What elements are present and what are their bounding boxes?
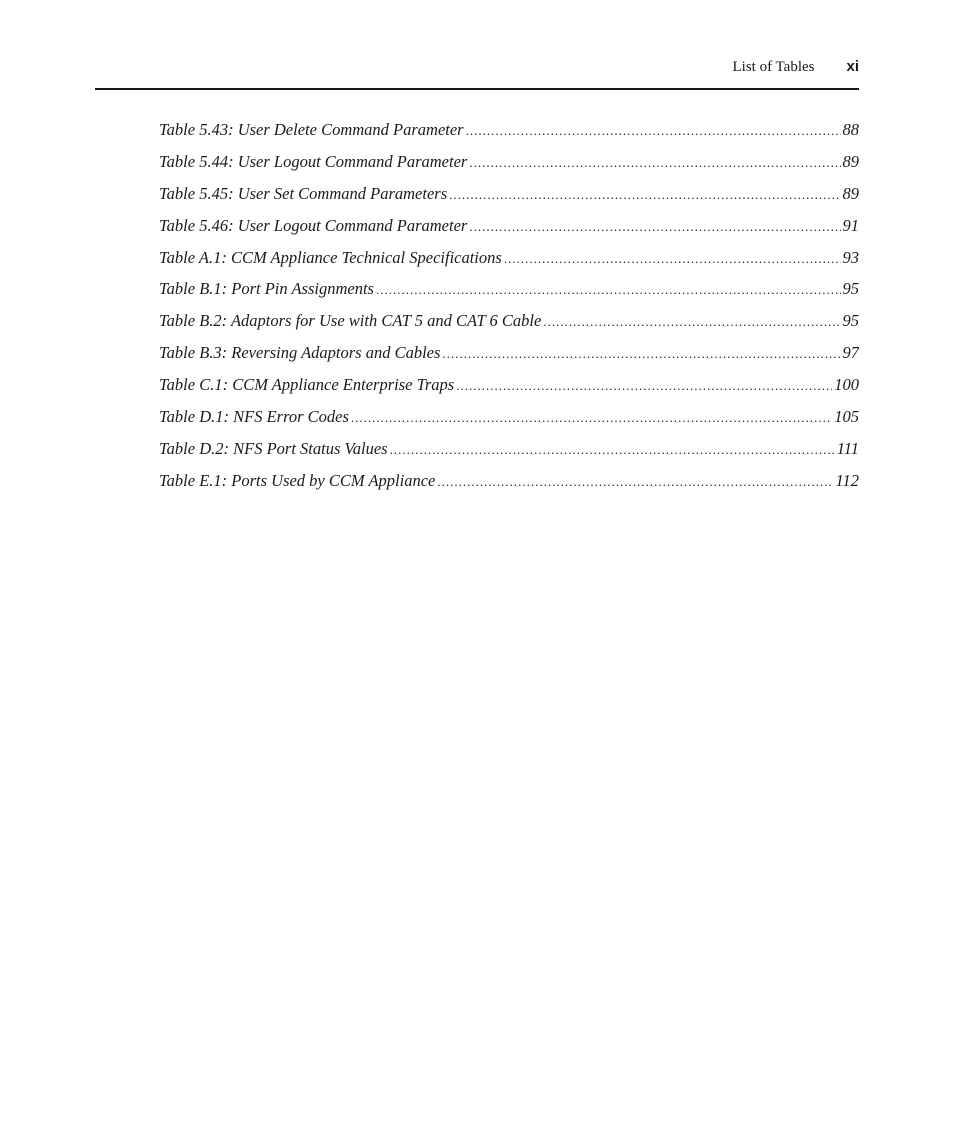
toc-entry-page: 100 [834,375,859,395]
toc-entry[interactable] [159,375,859,407]
toc-entry[interactable] [159,216,859,248]
toc-entry-label: Table D.2: NFS Port Status Values [159,438,388,458]
header-rule [95,88,859,90]
toc-entry[interactable] [159,248,859,280]
toc-entry[interactable] [159,471,859,503]
toc-entry-label: Table 5.45: User Set Command Parameters [159,183,448,203]
toc-entry[interactable] [159,311,859,343]
toc-entry-page: 105 [834,407,859,427]
toc-dot-leader [437,474,833,490]
toc-entry-label: Table C.1: CCM Appliance Enterprise Traps [159,375,455,395]
toc-entry-page: 88 [842,120,859,139]
toc-dot-leader [449,187,840,203]
toc-entry-page: 95 [842,311,859,331]
toc-entry-label: Table E.1: Ports Used by CCM Appliance [159,470,436,490]
list-of-tables [159,120,859,503]
toc-entry-page: 91 [842,215,859,235]
running-header [95,58,859,80]
toc-dot-leader [442,346,840,362]
toc-entry[interactable] [159,343,859,375]
header-title: List of Tables [732,59,815,75]
toc-entry-page: 89 [842,183,859,203]
header-page-number: xi [846,58,859,75]
toc-entry-page: 112 [835,470,859,490]
toc-entry[interactable] [159,407,859,439]
toc-dot-leader [456,378,832,394]
toc-entry-page: 93 [842,247,859,267]
toc-dot-leader [504,251,841,267]
toc-entry-label: Table B.1: Port Pin Assignments [159,279,374,299]
toc-entry-label: Table B.3: Reversing Adaptors and Cables [159,343,441,363]
toc-entry[interactable] [159,152,859,184]
toc-entry[interactable] [159,184,859,216]
toc-dot-leader [390,442,835,458]
toc-entry-label: Table 5.43: User Delete Command Parameter [159,120,464,139]
toc-dot-leader [466,123,841,139]
toc-dot-leader [351,410,832,426]
toc-entry[interactable] [159,279,859,311]
toc-dot-leader [376,282,841,298]
toc-entry-label: Table A.1: CCM Appliance Technical Specifications [159,247,502,267]
toc-dot-leader [543,314,840,330]
toc-entry-label: Table 5.44: User Logout Command Parameter [159,151,468,171]
toc-entry[interactable] [159,439,859,471]
toc-entry-page: 89 [842,151,859,171]
toc-entry-label: Table D.1: NFS Error Codes [159,407,349,427]
toc-entry-label: Table 5.46: User Logout Command Parameter [159,215,468,235]
toc-dot-leader [469,219,840,235]
toc-entry[interactable] [159,120,859,152]
toc-entry-page: 111 [836,438,859,458]
toc-entry-page: 97 [842,343,859,363]
toc-entry-page: 95 [842,279,859,299]
toc-dot-leader [469,155,840,171]
toc-entry-label: Table B.2: Adaptors for Use with CAT 5 and CAT 6 Cable [159,311,542,331]
